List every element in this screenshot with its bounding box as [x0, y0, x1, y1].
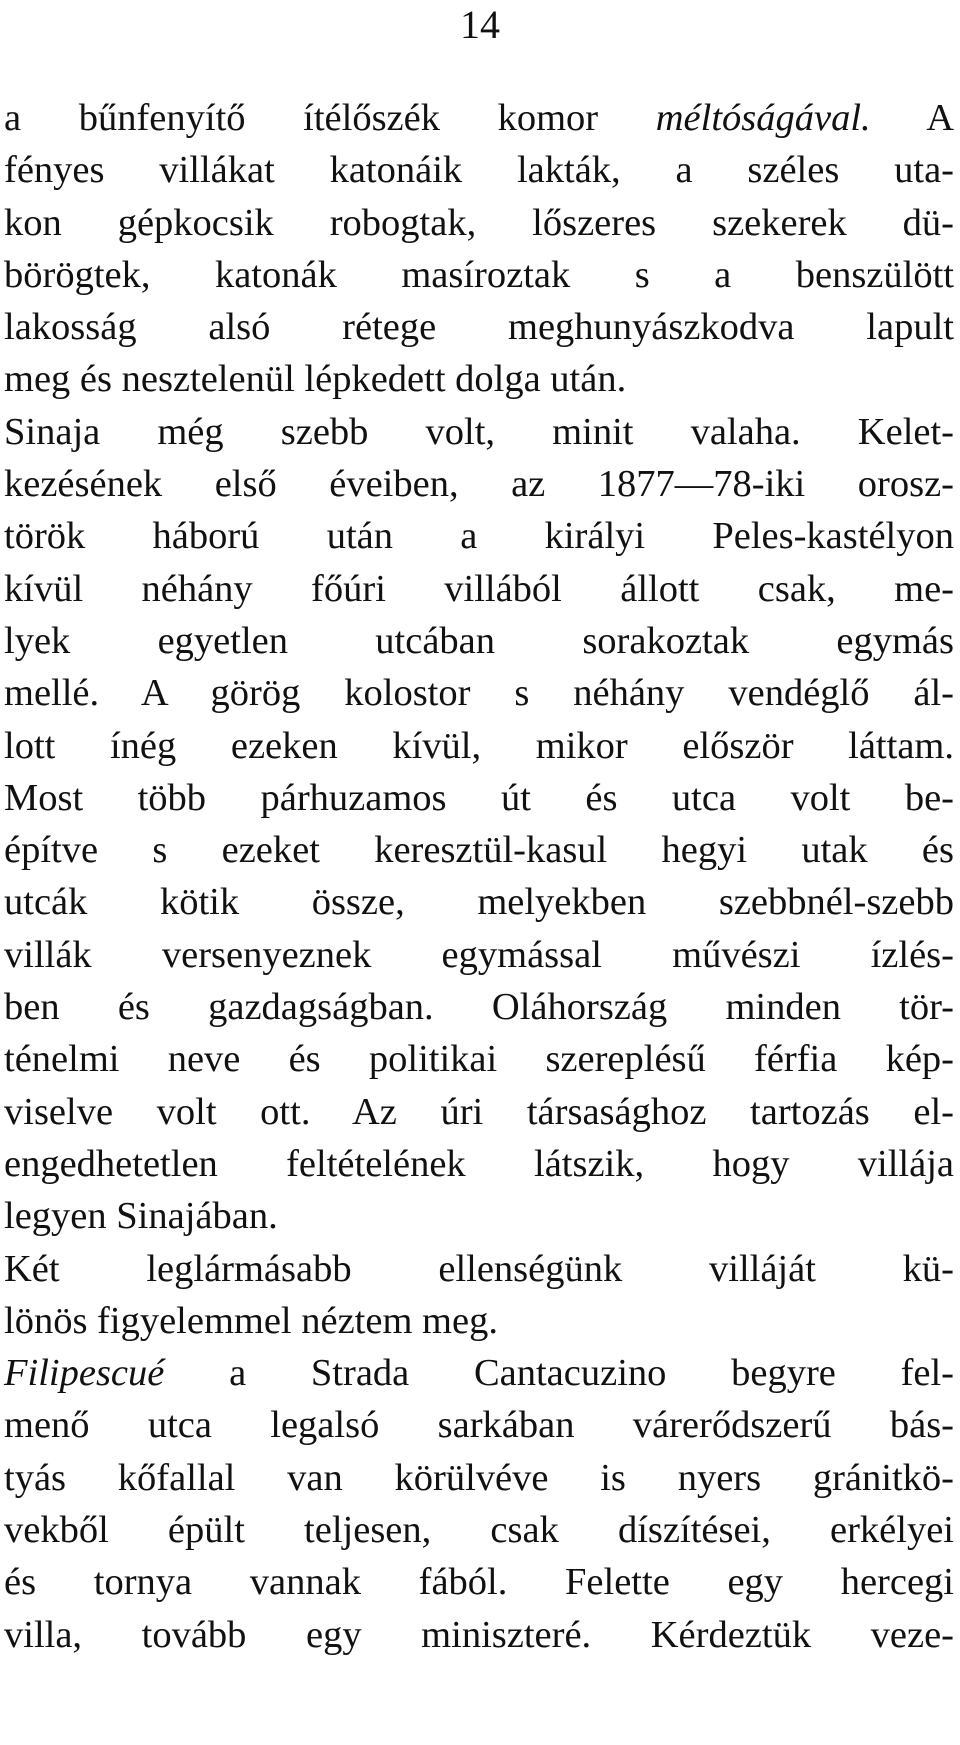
text-span: lakosság alsó rétege meghunyászkodva lapult	[4, 306, 954, 349]
page-number: 14	[460, 2, 500, 47]
text-span: ténelmi neve és politikai szereplésű férfia kép-	[4, 1038, 954, 1081]
text-span: török háború után a királyi Peles-kastélyon	[4, 515, 954, 558]
text-span: engedhetetlen feltételének látszik, hogy villája	[4, 1142, 954, 1185]
text-line	[4, 876, 954, 928]
text-span: építve s ezeket keresztül-kasul hegyi utak és	[4, 829, 954, 872]
text-line	[4, 92, 954, 144]
text-line	[4, 406, 954, 458]
body-text	[4, 92, 954, 1661]
text-line	[4, 1556, 954, 1608]
text-line	[4, 615, 954, 667]
text-span: Két leglármásabb ellenségünk villáját kü-	[4, 1247, 954, 1290]
italic-text: méltóságával.	[655, 97, 871, 139]
italic-text: Filipescué	[4, 1352, 165, 1395]
text-line	[4, 249, 954, 301]
text-line	[4, 458, 954, 510]
text-line	[4, 824, 954, 876]
text-span: a bűnfenyítő ítélőszék komor	[4, 97, 656, 139]
text-line	[4, 510, 954, 562]
text-line	[4, 1190, 954, 1242]
text-line	[4, 1504, 954, 1556]
text-span: A	[870, 97, 954, 139]
text-line	[4, 772, 954, 824]
text-span: viselve volt ott. Az úri társasághoz tartozás el-	[4, 1090, 954, 1133]
text-line	[4, 144, 954, 196]
text-line	[4, 720, 954, 772]
text-span: Most több párhuzamos út és utca volt be-	[4, 776, 954, 819]
text-span: lott ínég ezeken kívül, mikor először láttam.	[4, 724, 954, 767]
text-span: és tornya vannak fából. Felette egy hercegi	[4, 1561, 954, 1604]
text-span: villa, tovább egy miniszteré. Kérdeztük veze-	[4, 1613, 954, 1656]
text-span: vekből épült teljesen, csak díszítései, erkélyei	[4, 1509, 954, 1552]
text-line	[4, 667, 954, 719]
text-line	[4, 197, 954, 249]
text-line	[4, 301, 954, 353]
text-line	[4, 1295, 954, 1347]
text-span: legyen Sinajában.	[4, 1195, 278, 1238]
text-line	[4, 1609, 954, 1661]
text-line	[4, 1086, 954, 1138]
text-span: meg és nesztelenül lépkedett dolga után.	[4, 358, 627, 401]
text-line	[4, 929, 954, 981]
text-line	[4, 1243, 954, 1295]
text-span: menő utca legalsó sarkában várerődszerű bás-	[4, 1404, 954, 1447]
text-line	[4, 1399, 954, 1451]
text-line	[4, 1347, 954, 1399]
text-span: ben és gazdagságban. Oláhország minden tör-	[4, 986, 954, 1029]
text-span: mellé. A görög kolostor s néhány vendéglő ál-	[4, 672, 954, 715]
text-span: börögtek, katonák masíroztak s a benszülött	[4, 253, 954, 296]
text-span: Sinaja még szebb volt, minit valaha. Kelet-	[4, 410, 954, 453]
text-span: utcák kötik össze, melyekben szebbnél-szebb	[4, 881, 954, 924]
text-span: tyás kőfallal van körülvéve is nyers gránitkö-	[4, 1456, 954, 1499]
text-line	[4, 1033, 954, 1085]
text-line	[4, 353, 954, 405]
text-span: a Strada Cantacuzino begyre fel-	[164, 1352, 954, 1395]
text-line	[4, 1452, 954, 1504]
text-span: lönös figyelemmel néztem meg.	[4, 1299, 498, 1342]
text-line	[4, 563, 954, 615]
text-span: kon gépkocsik robogtak, lőszeres szekerek dü-	[4, 201, 954, 244]
text-span: kezésének első éveiben, az 1877—78-iki orosz-	[4, 463, 954, 506]
text-span: villák versenyeznek egymással művészi ízlés-	[4, 933, 954, 976]
text-line	[4, 981, 954, 1033]
text-span: kívül néhány főúri villából állott csak, me-	[4, 567, 954, 610]
text-span: lyek egyetlen utcában sorakoztak egymás	[4, 619, 954, 662]
text-span: fényes villákat katonáik lakták, a széles uta-	[4, 149, 954, 192]
text-line	[4, 1138, 954, 1190]
